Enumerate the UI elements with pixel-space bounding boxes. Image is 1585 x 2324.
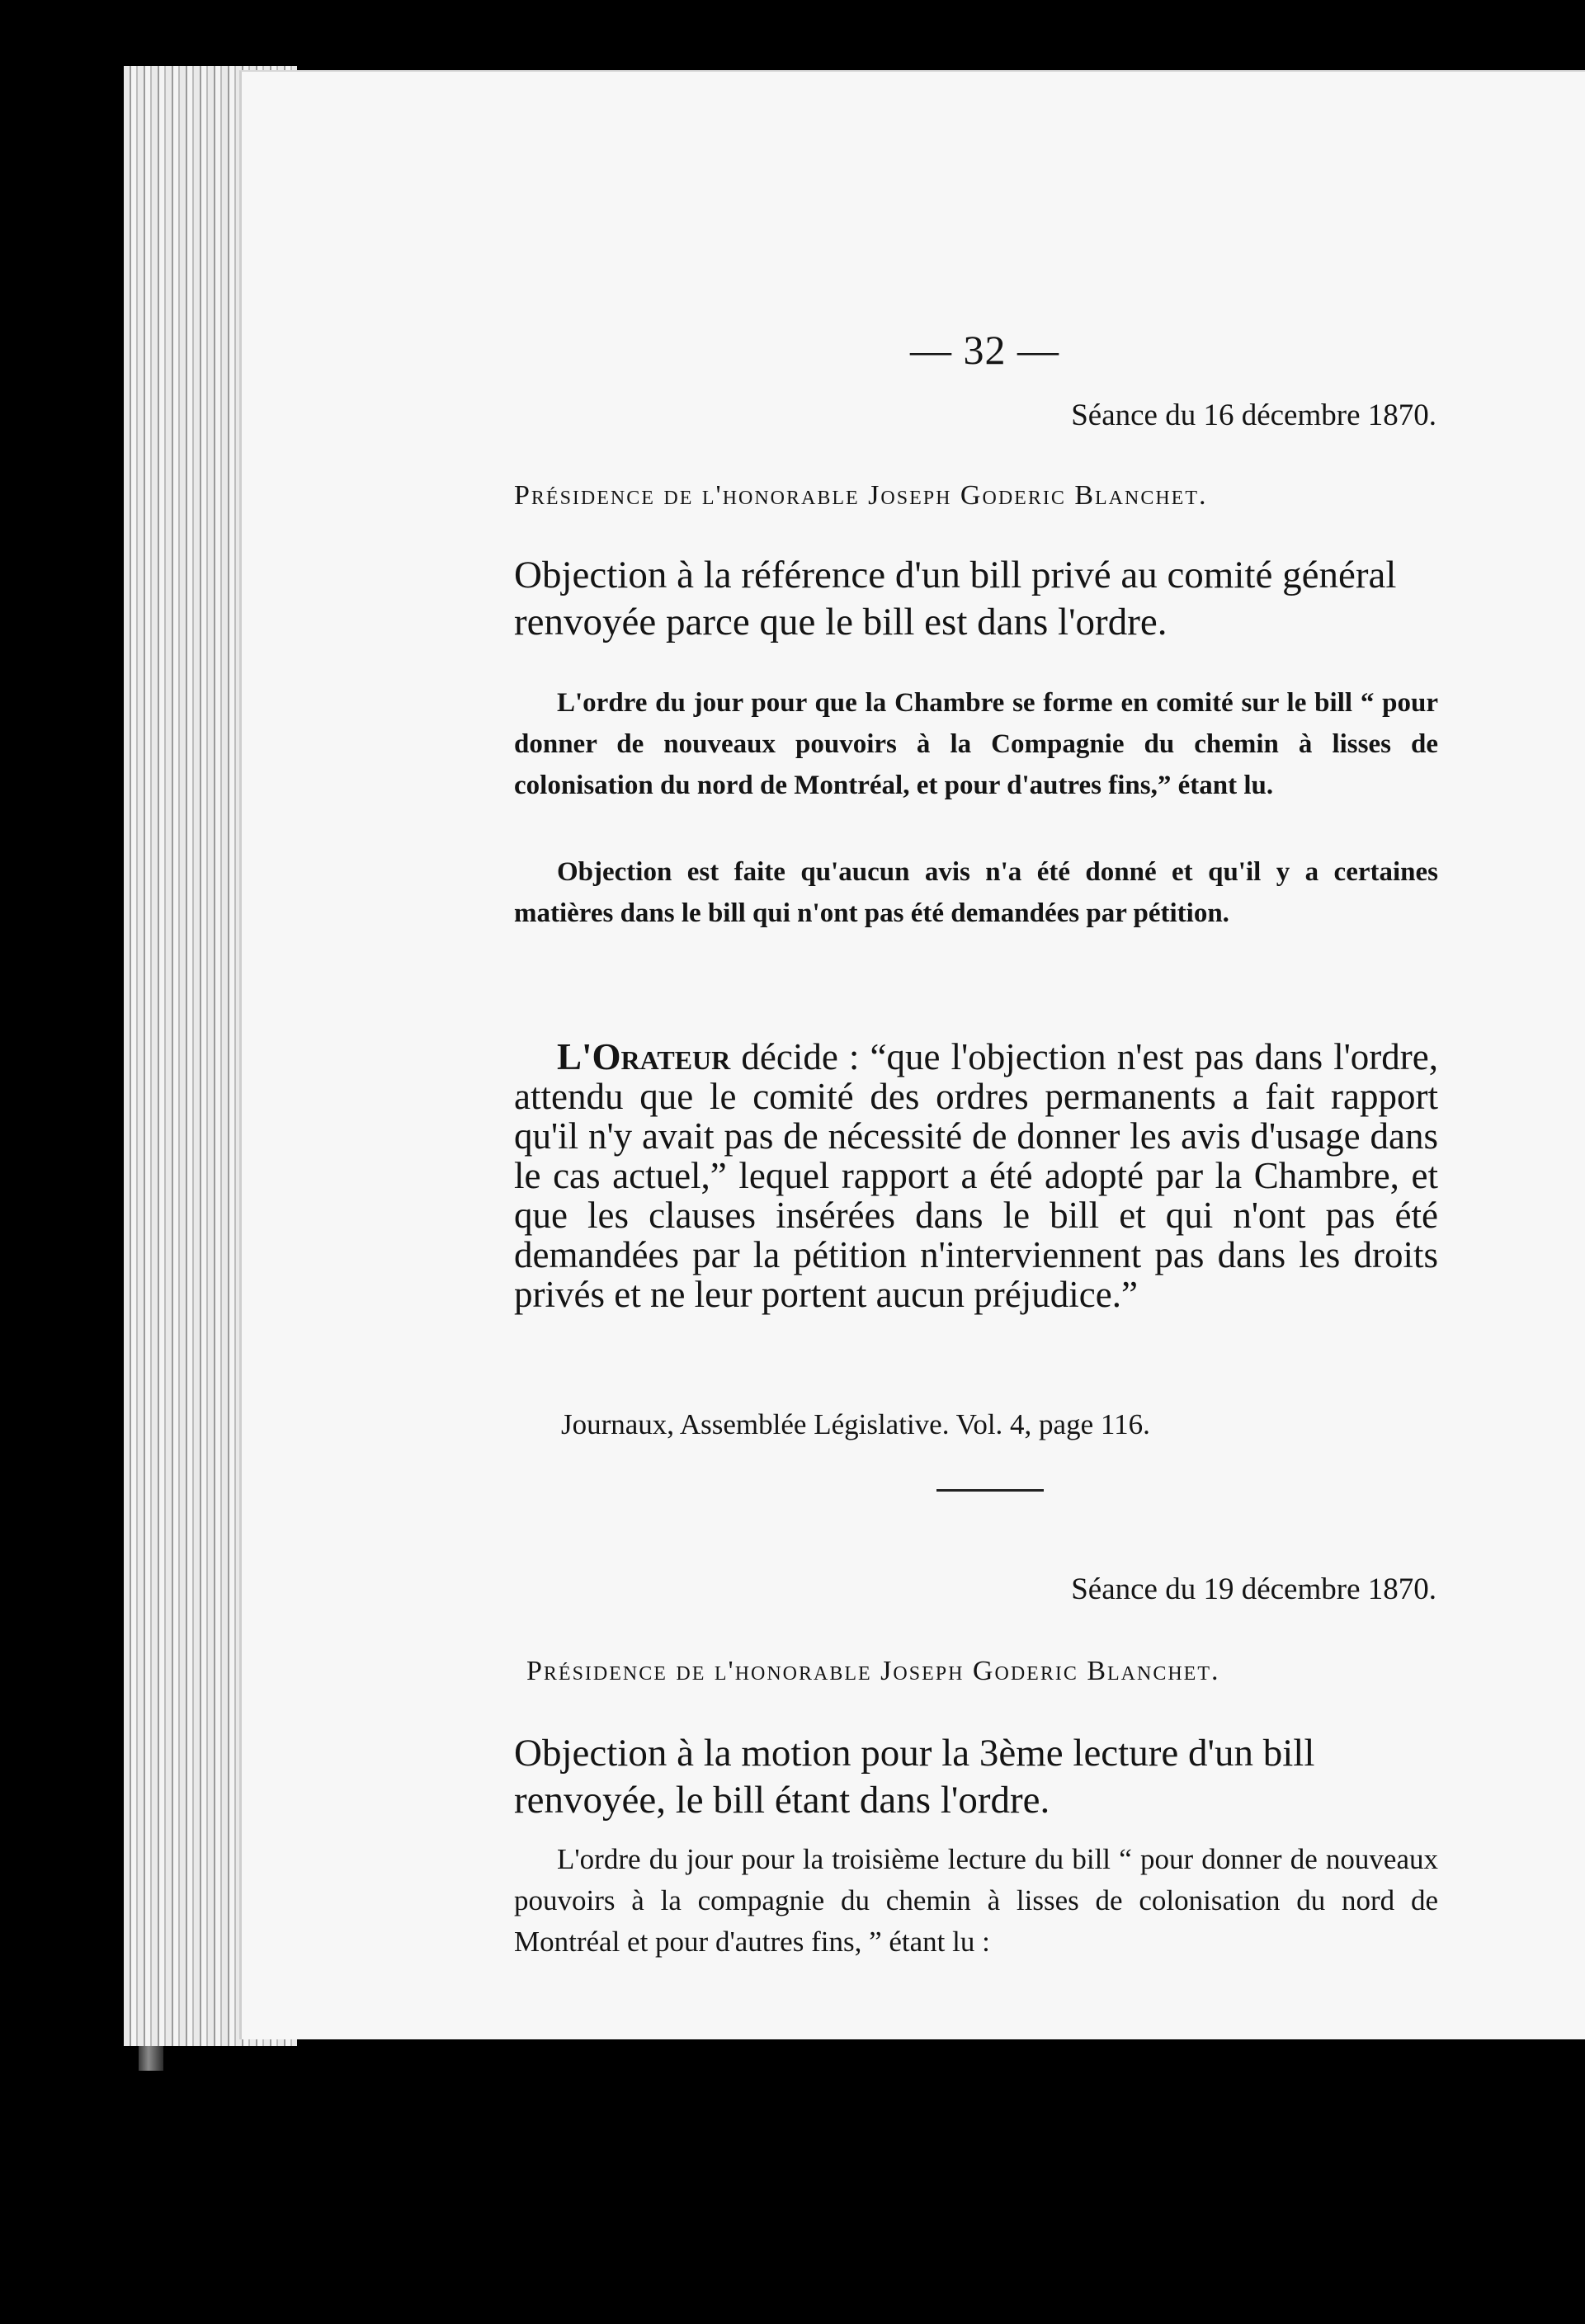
heading-2: Objection à la motion pour la 3ème lecture d'un bill renvoyée, le bill étant dans l'ordre. <box>514 1732 1315 1822</box>
document-page <box>239 70 1585 2039</box>
paragraph-1: L'ordre du jour pour que la Chambre se forme en comité sur le bill “ pour donner de nouveaux pouvoirs à la Compagnie du chemin à lisses de colonisation du nord de Montréal, et pour d'autres fins,” étant lu. <box>514 688 1438 800</box>
session-date-1: Séance du 16 décembre 1870. <box>1071 398 1436 432</box>
page-number: — 32 — <box>910 327 1059 373</box>
paragraph-2: Objection est faite qu'aucun avis n'a été donné et qu'il y a certaines matières dans le bill qui n'ont pas été demandées par pétition. <box>514 857 1438 928</box>
ruling-text: décide : “que l'objection n'est pas dans l'ordre, attendu que le comité des ordres permanents a fait rapport qu'il n'y avait pas de nécessité de donner les avis d'usage dans le cas actuel,” lequel rapport a été adopté par la Chambre, et que les clauses insérées dans le bill et qui n'ont pas été demandées par la pétition n'interviennent pas dans les droits privés et ne leur portent aucun préjudice.” <box>514 1036 1438 1315</box>
section-divider <box>936 1489 1044 1492</box>
speaker-ruling <box>514 1037 1438 1314</box>
source-citation: Journaux, Assemblée Législative. Vol. 4, page 116. <box>561 1408 1150 1440</box>
presidence-2: Présidence de l'honorable Joseph Goderic Blanchet. <box>526 1656 1220 1686</box>
session-date-2: Séance du 19 décembre 1870. <box>1071 1572 1436 1606</box>
paragraph-3: L'ordre du jour pour la troisième lecture du bill “ pour donner de nouveaux pouvoirs à la compagnie du chemin à lisses de colonisation du nord de Montréal et pour d'autres fins, ” étant lu : <box>514 1843 1438 1958</box>
speaker-name: L'Orateur <box>557 1036 731 1077</box>
presidence-1: Présidence de l'honorable Joseph Goderic Blanchet. <box>514 480 1208 511</box>
heading-1: Objection à la référence d'un bill privé au comité général renvoyée parce que le bill est dans l'ordre. <box>514 554 1397 643</box>
